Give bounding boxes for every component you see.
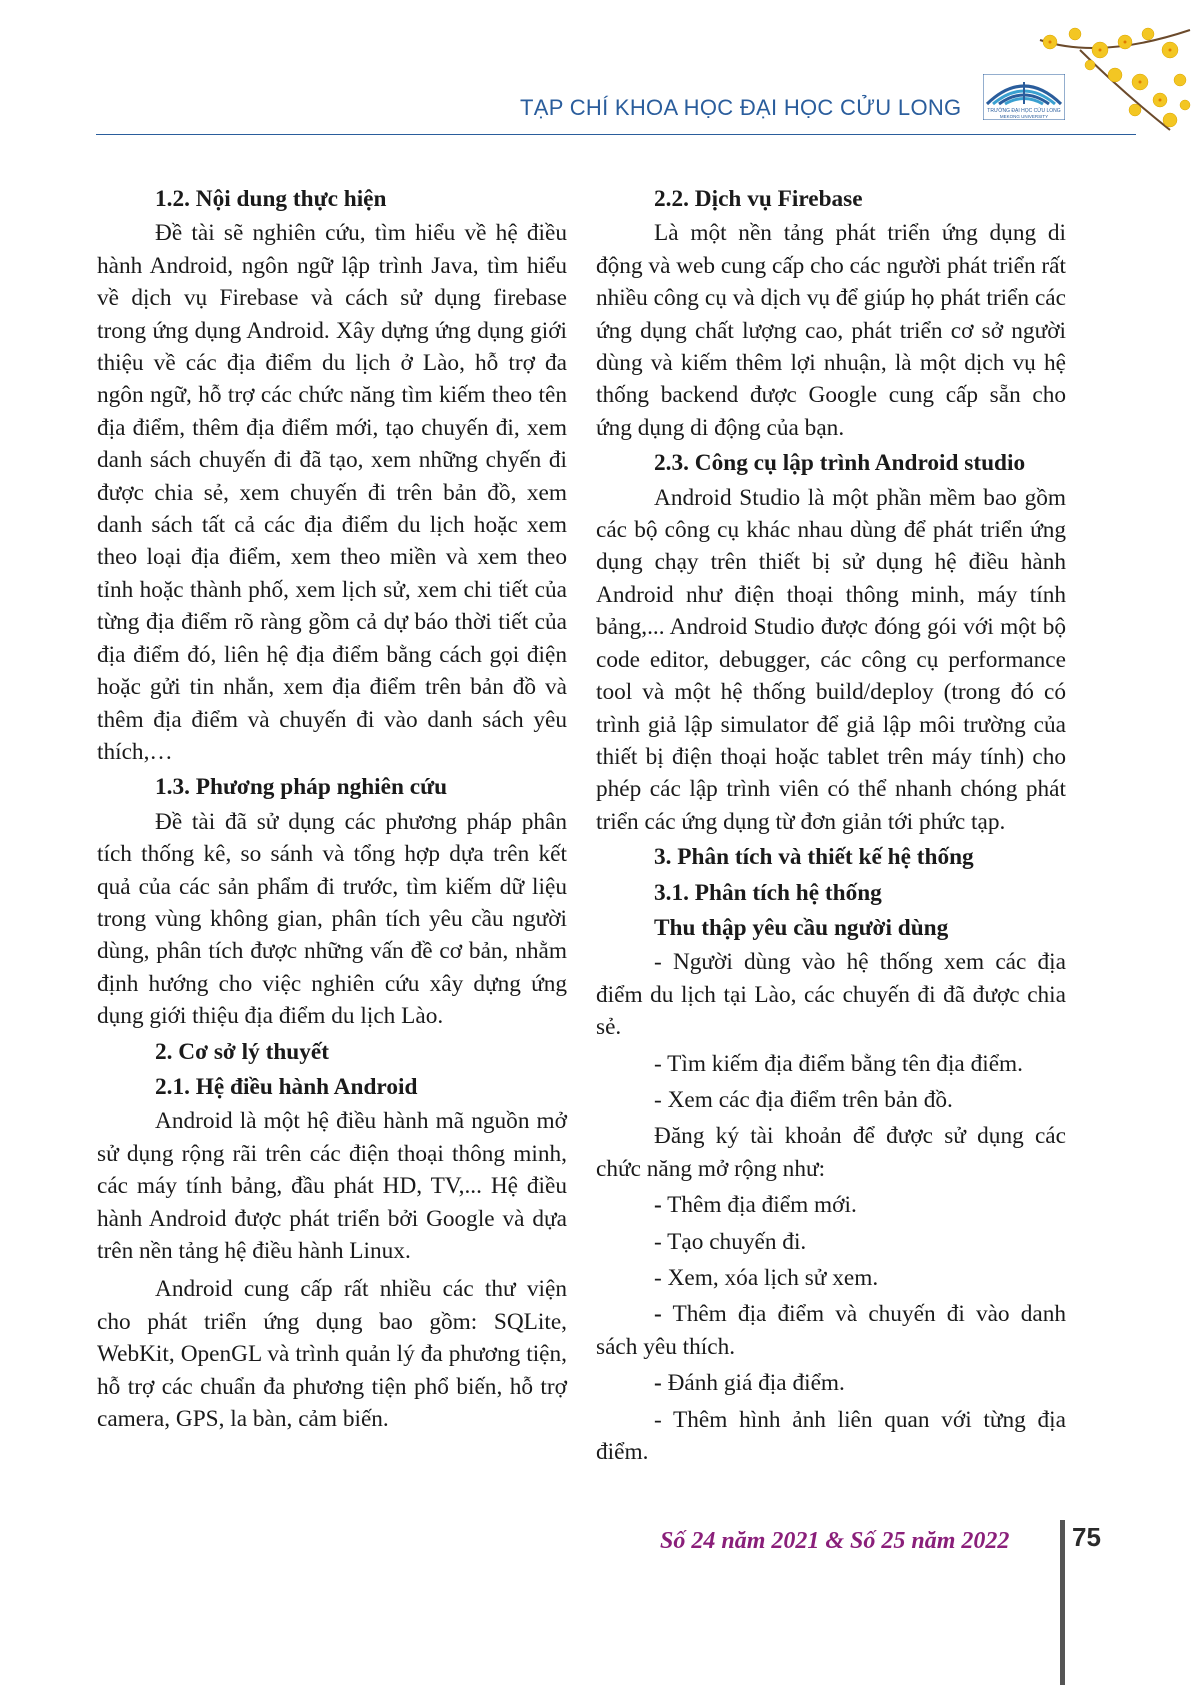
requirement-intro: Đăng ký tài khoản để được sử dụng các chức năng mở rộng như:: [596, 1123, 1066, 1182]
issue-label: Số 24 năm 2021 & Số 25 năm 2022: [660, 1528, 1010, 1554]
section-heading-2-1: 2.1. Hệ điều hành Android: [155, 1073, 418, 1100]
section-heading-1-3: 1.3. Phương pháp nghiên cứu: [155, 774, 448, 801]
section-heading-2-3: 2.3. Công cụ lập trình Android studio: [654, 450, 1026, 477]
footer-divider: [1060, 1520, 1065, 1685]
requirement-item: - Xem, xóa lịch sử xem.: [654, 1265, 879, 1291]
section-heading-2-2: 2.2. Dịch vụ Firebase: [654, 186, 863, 212]
logo-text-bottom: MEKONG UNIVERSITY: [999, 114, 1049, 119]
subsection-heading-requirements: Thu thập yêu cầu người dùng: [654, 914, 949, 941]
section-heading-1-2: 1.2. Nội dung thực hiện: [155, 186, 387, 212]
apricot-blossom-decoration: [1020, 20, 1192, 135]
requirement-item: - Người dùng vào hệ thống xem các địa điểm du lịch tại Lào, các chuyến đi đã được chia sẻ.: [596, 949, 1066, 1041]
requirement-text: Thêm địa điểm mới.: [661, 1192, 857, 1219]
section-heading-3: 3. Phân tích và thiết kế hệ thống: [654, 844, 974, 871]
section-paragraph: Đề tài đã sử dụng các phương pháp phân tích thống kê, so sánh và tổng hợp dựa trên kết quả của các sản phẩm đi trước, tìm kiếm dữ liệu trong vùng không gian, phân tích yêu cầu người dùng, phân tích được những vấn đề cơ bản, nhằm định hướng cho việc nghiên cứu xây dựng ứng dụng giới thiệu địa điểm du lịch Lào.: [97, 808, 567, 1030]
requirement-item: - Tạo chuyến đi.: [654, 1228, 807, 1255]
journal-title: TẠP CHÍ KHOA HỌC ĐẠI HỌC CỬU LONG: [520, 95, 962, 120]
logo-text-top: TRƯỜNG ĐẠI HỌC CỬU LONG: [987, 108, 1061, 114]
section-paragraph: Là một nền tảng phát triển ứng dụng di động và web cung cấp cho các người phát triển rất nhiều công cụ và dịch vụ để giúp họ phát triển các ứng dụng chất lượng cao, phát triển cơ sở người dùng và kiếm thêm lợi nhuận, là một dịch vụ hệ thống backend được Google cung cấp sẵn cho ứng dụng di động của bạn.: [596, 220, 1066, 441]
requirement-item: - Tìm kiếm địa điểm bằng tên địa điểm.: [654, 1050, 1023, 1077]
bullet-dash: -: [654, 1370, 662, 1397]
section-heading-2: 2. Cơ sở lý thuyết: [155, 1038, 329, 1065]
section-paragraph: Android cung cấp rất nhiều các thư viện cho phát triển ứng dụng bao gồm: SQLite, WebKit, OpenGL và trình quản lý đa phương tiện, hỗ trợ các chuẩn đa phương tiện phổ biến, hỗ trợ camera, GPS, la bàn, cảm biến.: [97, 1276, 567, 1433]
section-paragraph: Android là một hệ điều hành mã nguồn mở sử dụng rộng rãi trên các điện thoại thông minh, các máy tính bảng, đầu phát HD, TV,... Hệ điều hành Android được phát triển bởi Google và dựa trên nền tảng hệ điều hành Linux.: [97, 1108, 567, 1264]
page-number: 75: [1072, 1522, 1101, 1552]
section-paragraph: Đề tài sẽ nghiên cứu, tìm hiểu về hệ điều hành Android, ngôn ngữ lập trình Java, tìm hiểu về dịch vụ Firebase và cách sử dụng firebase trong ứng dụng Android. Xây dựng ứng dụng giới thiệu về các địa điểm du lịch ở Lào, hỗ trợ đa ngôn ngữ, hỗ trợ các chức năng tìm kiếm theo tên địa điểm, thêm địa điểm mới, tạo chuyến đi, xem danh sách chuyến đi đã tạo, xem những chyến đi được chia sẻ, xem chuyến đi trên bản đồ, xem danh sách tất cả các địa điểm du lịch hoặc xem theo loại địa điểm, xem theo miền và xem theo tỉnh hoặc thành phố, xem lịch sử, xem chi tiết của từng địa điểm rõ ràng gồm cả dự báo thời tiết của địa điểm đó, liên hệ địa điểm bằng cách gọi điện hoặc gửi tin nhắn, xem địa điểm trên bản đồ và thêm địa điểm và chuyến đi vào danh sách yêu thích,…: [97, 220, 567, 765]
left-column: [97, 180, 567, 1435]
requirement-item: - Thêm hình ảnh liên quan với từng địa điểm.: [596, 1406, 1066, 1466]
section-heading-3-1: 3.1. Phân tích hệ thống: [654, 879, 882, 906]
requirement-item: - Xem các địa điểm trên bản đồ.: [654, 1086, 953, 1113]
bullet-dash: -: [654, 1301, 662, 1328]
requirement-item: [596, 1189, 1066, 1221]
header-rule: [96, 134, 1136, 135]
right-column: [596, 180, 1066, 1468]
requirement-text: Thêm địa điểm và chuyến đi vào danh sách yêu thích.: [596, 1301, 1066, 1360]
requirement-item: [596, 1367, 1066, 1399]
requirement-text: Đánh giá địa điểm.: [661, 1370, 845, 1397]
requirement-item: [596, 1298, 1066, 1363]
bullet-dash: -: [654, 1192, 662, 1219]
section-paragraph: Android Studio là một phần mềm bao gồm các bộ công cụ khác nhau dùng để phát triển ứng dụng chạy trên thiết bị sử dụng hệ điều hành Android như điện thoại thông minh, máy tính bảng,... Android Studio được đóng gói với một bộ code editor, debugger, các công cụ performance tool và một hệ thống build/deploy (trong đó có trình giả lập simulator để giả lập môi trường của thiết bị điện thoại hoặc tablet trên máy tính) cho phép các lập trình viên có thể nhanh chóng phát triển các ứng dụng từ đơn giản tới phức tạp.: [596, 484, 1066, 835]
